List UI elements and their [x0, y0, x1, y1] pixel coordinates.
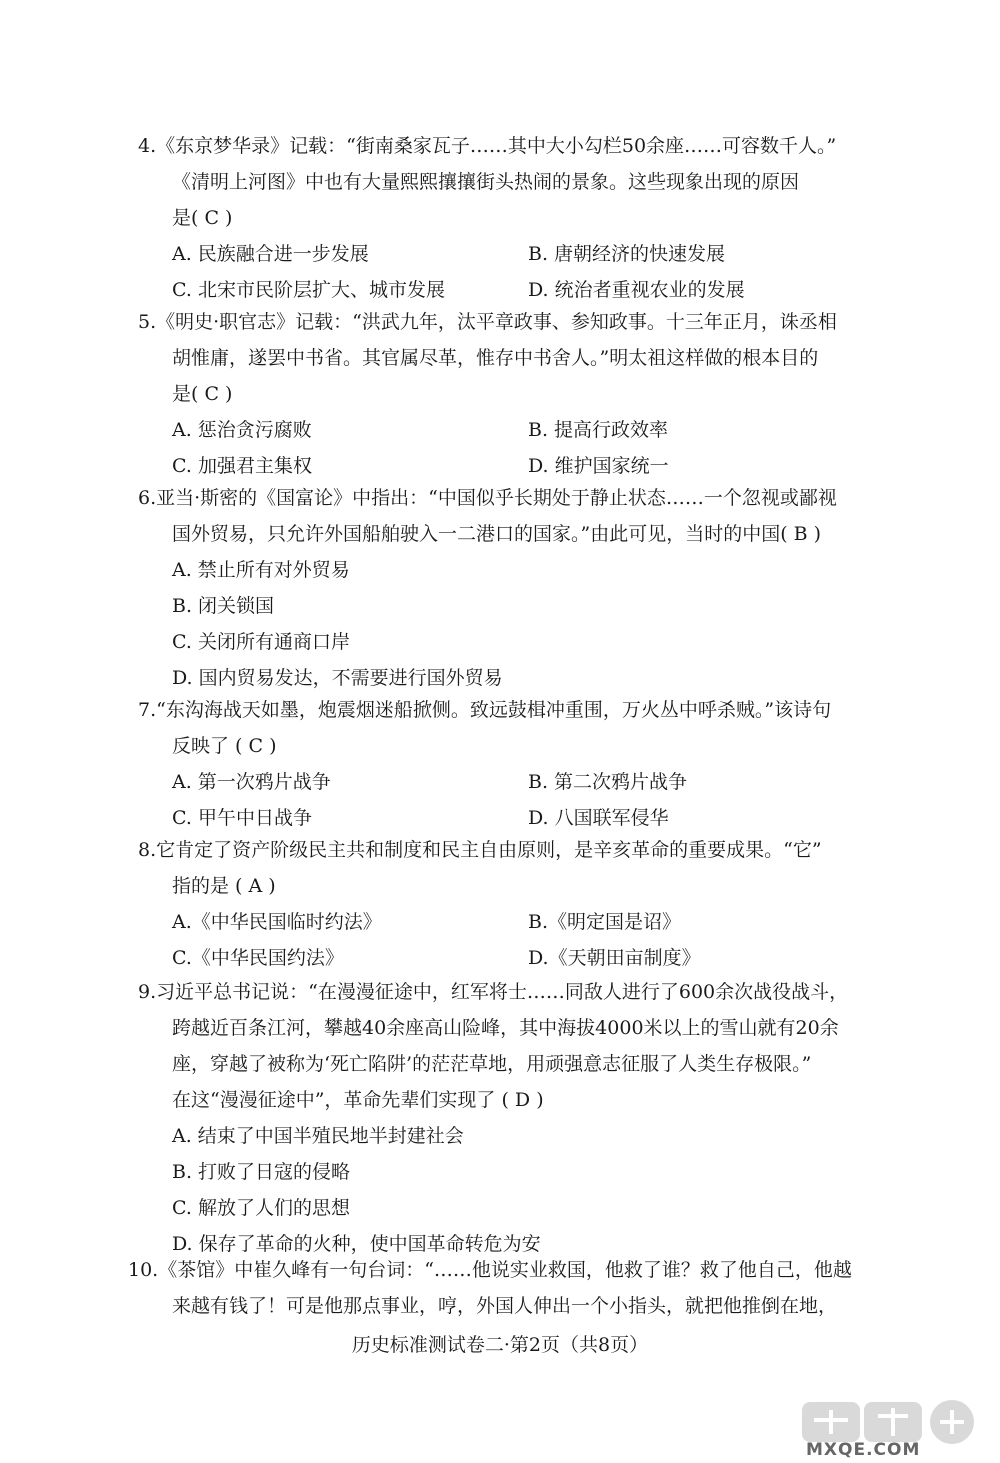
options-row [138, 236, 938, 272]
question-6-stem [138, 480, 938, 552]
stem-line: 4.《东京梦华录》记载：“街南桑家瓦子……其中大小勾栏50余座……可容数千人。” [138, 135, 837, 157]
option-d: D. 维护国家统一 [528, 455, 669, 477]
stem-line: 来越有钱了！可是他那点事业，哼，外国人伸出一个小指头，就把他推倒在地， [172, 1295, 838, 1317]
option-b: B. 闭关锁国 [172, 595, 275, 617]
option-a: A. 禁止所有对外贸易 [172, 559, 350, 581]
stem-line: 10.《茶馆》中崔久峰有一句台词：“……他说实业救国，他救了谁？救了他自己，他越 [128, 1259, 852, 1281]
question-number: 5. [138, 311, 157, 333]
stem-line: 指的是 ( A ) [172, 875, 276, 897]
option-a: A. 结束了中国半殖民地半封建社会 [172, 1125, 464, 1147]
stem-line: 跨越近百条江河，攀越40余座高山险峰，其中海拔4000米以上的雪山就有20余 [172, 1017, 839, 1039]
stem-line: 国外贸易，只允许外国船舶驶入一二港口的国家。”由此可见，当时的中国( B ) [172, 523, 822, 545]
options-row [138, 272, 938, 308]
stem-line: 《清明上河图》中也有大量熙熙攘攘街头热闹的景象。这些现象出现的原因 [172, 171, 800, 193]
stem-line: 6.亚当·斯密的《国富论》中指出：“中国似乎长期处于静止状态……一个忽视或鄙视 [138, 487, 837, 509]
option-d: D. 统治者重视农业的发展 [528, 279, 745, 301]
option-a: A. 民族融合进一步发展 [172, 243, 369, 265]
stem-line: 是( C ) [172, 383, 233, 405]
stem-line: 座，穿越了被称为‘死亡陷阱’的茫茫草地，用顽强意志征服了人类生存极限。” [172, 1053, 812, 1075]
question-9-stem [138, 974, 938, 1118]
option-d: D. 保存了革命的火种，使中国革命转危为安 [172, 1233, 541, 1255]
option-c: C. 甲午中日战争 [172, 807, 312, 829]
option-a: A.《中华民国临时约法》 [172, 911, 382, 933]
question-4 [138, 128, 938, 308]
option-c: C. 解放了人们的思想 [172, 1197, 350, 1219]
option-b: B. 第二次鸦片战争 [528, 771, 688, 793]
options-row [138, 448, 938, 484]
stem-line: 5.《明史·职官志》记载：“洪武九年，汰平章政事、参知政事。十三年正月，诛丞相 [138, 311, 837, 333]
option-c: C. 加强君主集权 [172, 455, 312, 477]
question-10-stem [128, 1252, 938, 1324]
question-number: 7. [138, 699, 157, 721]
option-b: B. 提高行政效率 [528, 419, 669, 441]
option-b: B. 打败了日寇的侵略 [172, 1161, 351, 1183]
option-a: A. 惩治贪污腐败 [172, 419, 312, 441]
stem-line: 9.习近平总书记说：“在漫漫征途中，红军将士……同敌人进行了600余次战役战斗， [138, 981, 849, 1003]
options-row [138, 940, 938, 976]
option-c: C. 关闭所有通商口岸 [172, 631, 350, 653]
option-c: C. 北宋市民阶层扩大、城市发展 [172, 279, 445, 301]
options-row [138, 800, 938, 836]
options-row [138, 412, 938, 448]
question-9 [138, 974, 938, 1262]
option-b: B. 唐朝经济的快速发展 [528, 243, 726, 265]
watermark-site-text: MXQE.COM [806, 1440, 921, 1460]
option-d: D. 国内贸易发达，不需要进行国外贸易 [172, 667, 503, 689]
question-8-stem [138, 832, 938, 904]
question-4-stem [138, 128, 938, 236]
stem-line: 是( C ) [172, 207, 233, 229]
question-7 [138, 692, 938, 836]
stem-line: 胡惟庸，遂罢中书省。其官属尽革，惟存中书舍人。”明太祖这样做的根本目的 [172, 347, 819, 369]
question-number: 8. [138, 839, 157, 861]
stem-line: 7.“东沟海战天如墨，炮震烟迷船掀侧。致远鼓楫冲重围，万火丛中呼杀贼。”该诗句 [138, 699, 832, 721]
option-b: B.《明定国是诏》 [528, 911, 682, 933]
question-6 [138, 480, 938, 696]
option-d: D.《天朝田亩制度》 [528, 947, 701, 969]
question-number: 4. [138, 135, 157, 157]
option-d: D. 八国联军侵华 [528, 807, 669, 829]
page-footer: 历史标准测试卷二·第2页（共8页） [351, 1334, 649, 1356]
option-a: A. 第一次鸦片战争 [172, 771, 331, 793]
stem-line: 反映了 ( C ) [172, 735, 277, 757]
option-c: C.《中华民国约法》 [172, 947, 344, 969]
stem-line: 在这“漫漫征途中”，革命先辈们实现了 ( D ) [172, 1089, 544, 1111]
question-5-stem [138, 304, 938, 412]
question-8 [138, 832, 938, 976]
question-number: 10. [128, 1259, 159, 1281]
stem-line: 8.它肯定了资产阶级民主共和制度和民主自由原则，是辛亥革命的重要成果。“它” [138, 839, 822, 861]
question-7-stem [138, 692, 938, 764]
question-number: 9. [138, 981, 157, 1003]
options-row [138, 764, 938, 800]
options-row [138, 904, 938, 940]
question-10 [128, 1252, 938, 1324]
question-5 [138, 304, 938, 484]
question-number: 6. [138, 487, 157, 509]
